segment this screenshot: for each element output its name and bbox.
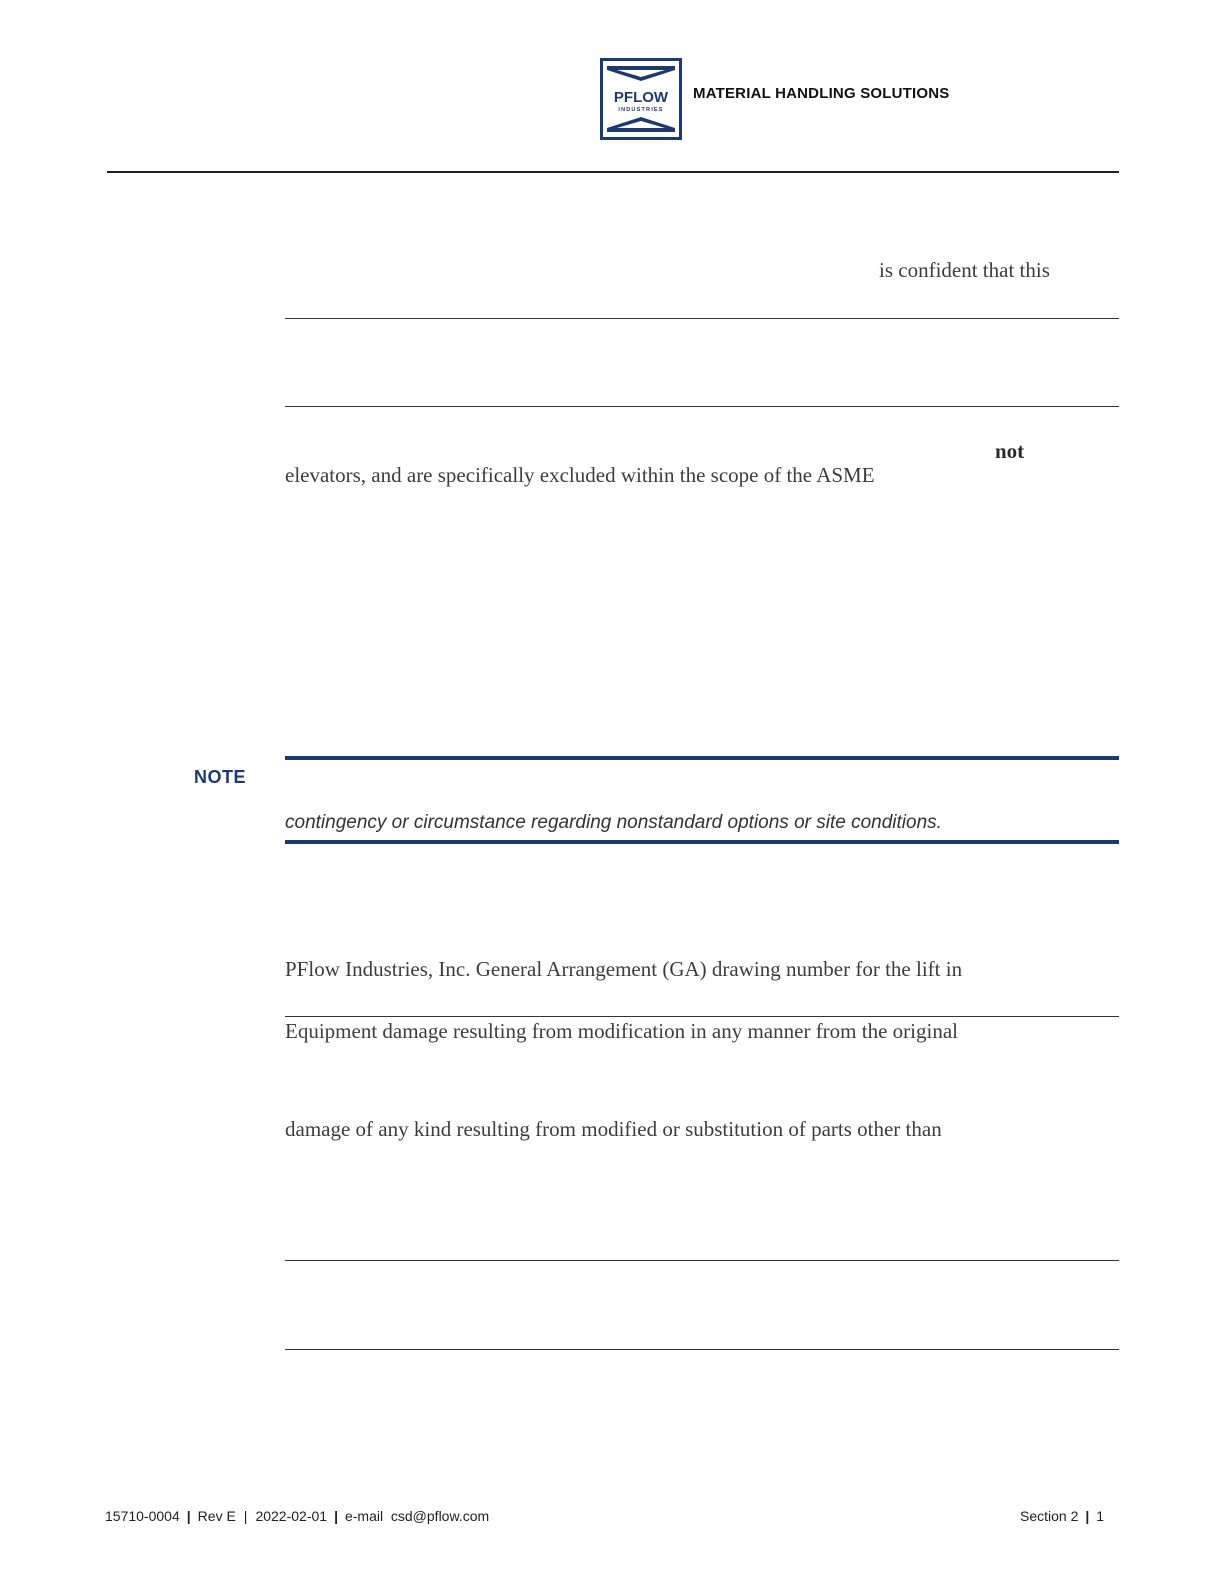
footer-separator: | <box>334 1508 338 1524</box>
emphasis-not: not <box>995 439 1025 463</box>
company-tagline: MATERIAL HANDLING SOLUTIONS <box>693 85 950 102</box>
revision: Rev E <box>197 1508 236 1524</box>
note-top-rule <box>285 756 1119 760</box>
logo-wordmark: PFLOW <box>613 89 669 106</box>
note-text: contingency or circumstance regarding nonstandard options or site conditions. <box>285 812 942 833</box>
footer-separator: | <box>243 1508 248 1524</box>
footer-left <box>105 1508 489 1524</box>
document-date: 2022-02-01 <box>255 1508 328 1524</box>
footer-separator: | <box>1085 1508 1090 1524</box>
note-label: NOTE <box>194 767 247 787</box>
section-divider-5 <box>285 1349 1119 1350</box>
section-divider-3 <box>285 1016 1119 1017</box>
logo-subtext: INDUSTRIES <box>618 107 664 113</box>
body-line-substitution: damage of any kind resulting from modified or substitution of parts other than <box>285 1117 942 1141</box>
footer-separator: | <box>186 1508 191 1524</box>
pflow-logo-icon <box>603 61 679 137</box>
section-divider-2 <box>285 406 1119 407</box>
section-divider-4 <box>285 1260 1119 1261</box>
page-number: 1 <box>1096 1508 1105 1524</box>
email-label: e-mail <box>344 1508 384 1524</box>
header-divider <box>107 171 1119 173</box>
section-divider-1 <box>285 318 1119 319</box>
email-address[interactable]: csd@pflow.com <box>390 1508 490 1524</box>
footer-right <box>1020 1508 1104 1524</box>
section-label: Section 2 <box>1020 1508 1079 1524</box>
body-line-equipment-damage: Equipment damage resulting from modification in any manner from the original <box>285 1019 958 1043</box>
doc-number: 15710-0004 <box>105 1508 180 1524</box>
body-line-elevators: elevators, and are specifically excluded within the scope of the ASME <box>285 463 875 487</box>
note-bottom-rule <box>285 840 1119 844</box>
pflow-logo <box>600 58 682 140</box>
body-line-confident: is confident that this <box>879 258 1050 282</box>
body-line-ga-drawing: PFlow Industries, Inc. General Arrangement (GA) drawing number for the lift in <box>285 957 963 981</box>
